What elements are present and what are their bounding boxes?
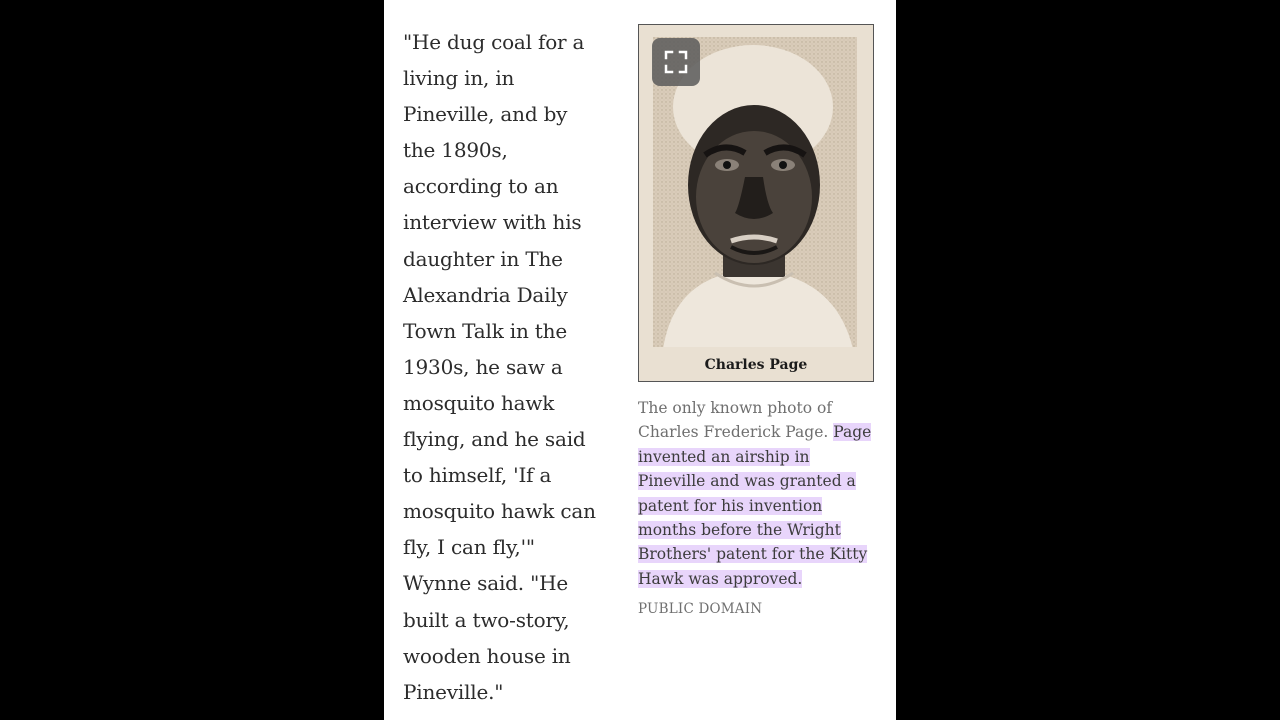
expand-icon	[652, 38, 700, 86]
caption-text: The only known photo of Charles Frederick Page.	[638, 399, 834, 442]
photo-name-label: Charles Page	[704, 357, 808, 373]
body-line: according to an	[403, 174, 559, 199]
body-line: built a two-story,	[403, 607, 570, 632]
body-line: daughter in The	[403, 246, 563, 271]
body-line: interview with his	[403, 210, 582, 235]
body-line: fly, I can fly,'"	[403, 535, 535, 560]
body-line: Pineville, and by	[403, 102, 568, 127]
expand-photo-button[interactable]	[652, 38, 700, 86]
article-page	[384, 0, 896, 720]
body-line: Town Talk in the	[403, 318, 567, 343]
body-line: mosquito hawk can	[403, 499, 596, 524]
body-line: wooden house in	[403, 643, 571, 668]
photo-caption	[638, 396, 876, 591]
body-line: Alexandria Daily	[403, 282, 568, 307]
body-line: 1930s, he saw a	[403, 354, 563, 379]
body-line: flying, and he said	[403, 427, 586, 452]
article-body	[403, 24, 603, 710]
body-line: "He dug coal for a	[403, 30, 585, 54]
historical-photo[interactable]	[638, 24, 874, 382]
photo-figure	[638, 24, 876, 617]
photo-credit: PUBLIC DOMAIN	[638, 601, 763, 618]
body-line: the 1890s,	[403, 138, 508, 163]
caption-highlighted-text[interactable]: Page invented an airship in Pineville and was granted a patent for his invention months before the Wright Brothers' patent for the Kitty Hawk was approved.	[638, 423, 872, 588]
body-line: living in, in	[403, 66, 515, 91]
body-line: to himself, 'If a	[403, 463, 552, 488]
body-line: mosquito hawk	[403, 390, 555, 415]
body-line: Pineville."	[403, 679, 504, 704]
body-line: Wynne said. "He	[403, 571, 568, 596]
